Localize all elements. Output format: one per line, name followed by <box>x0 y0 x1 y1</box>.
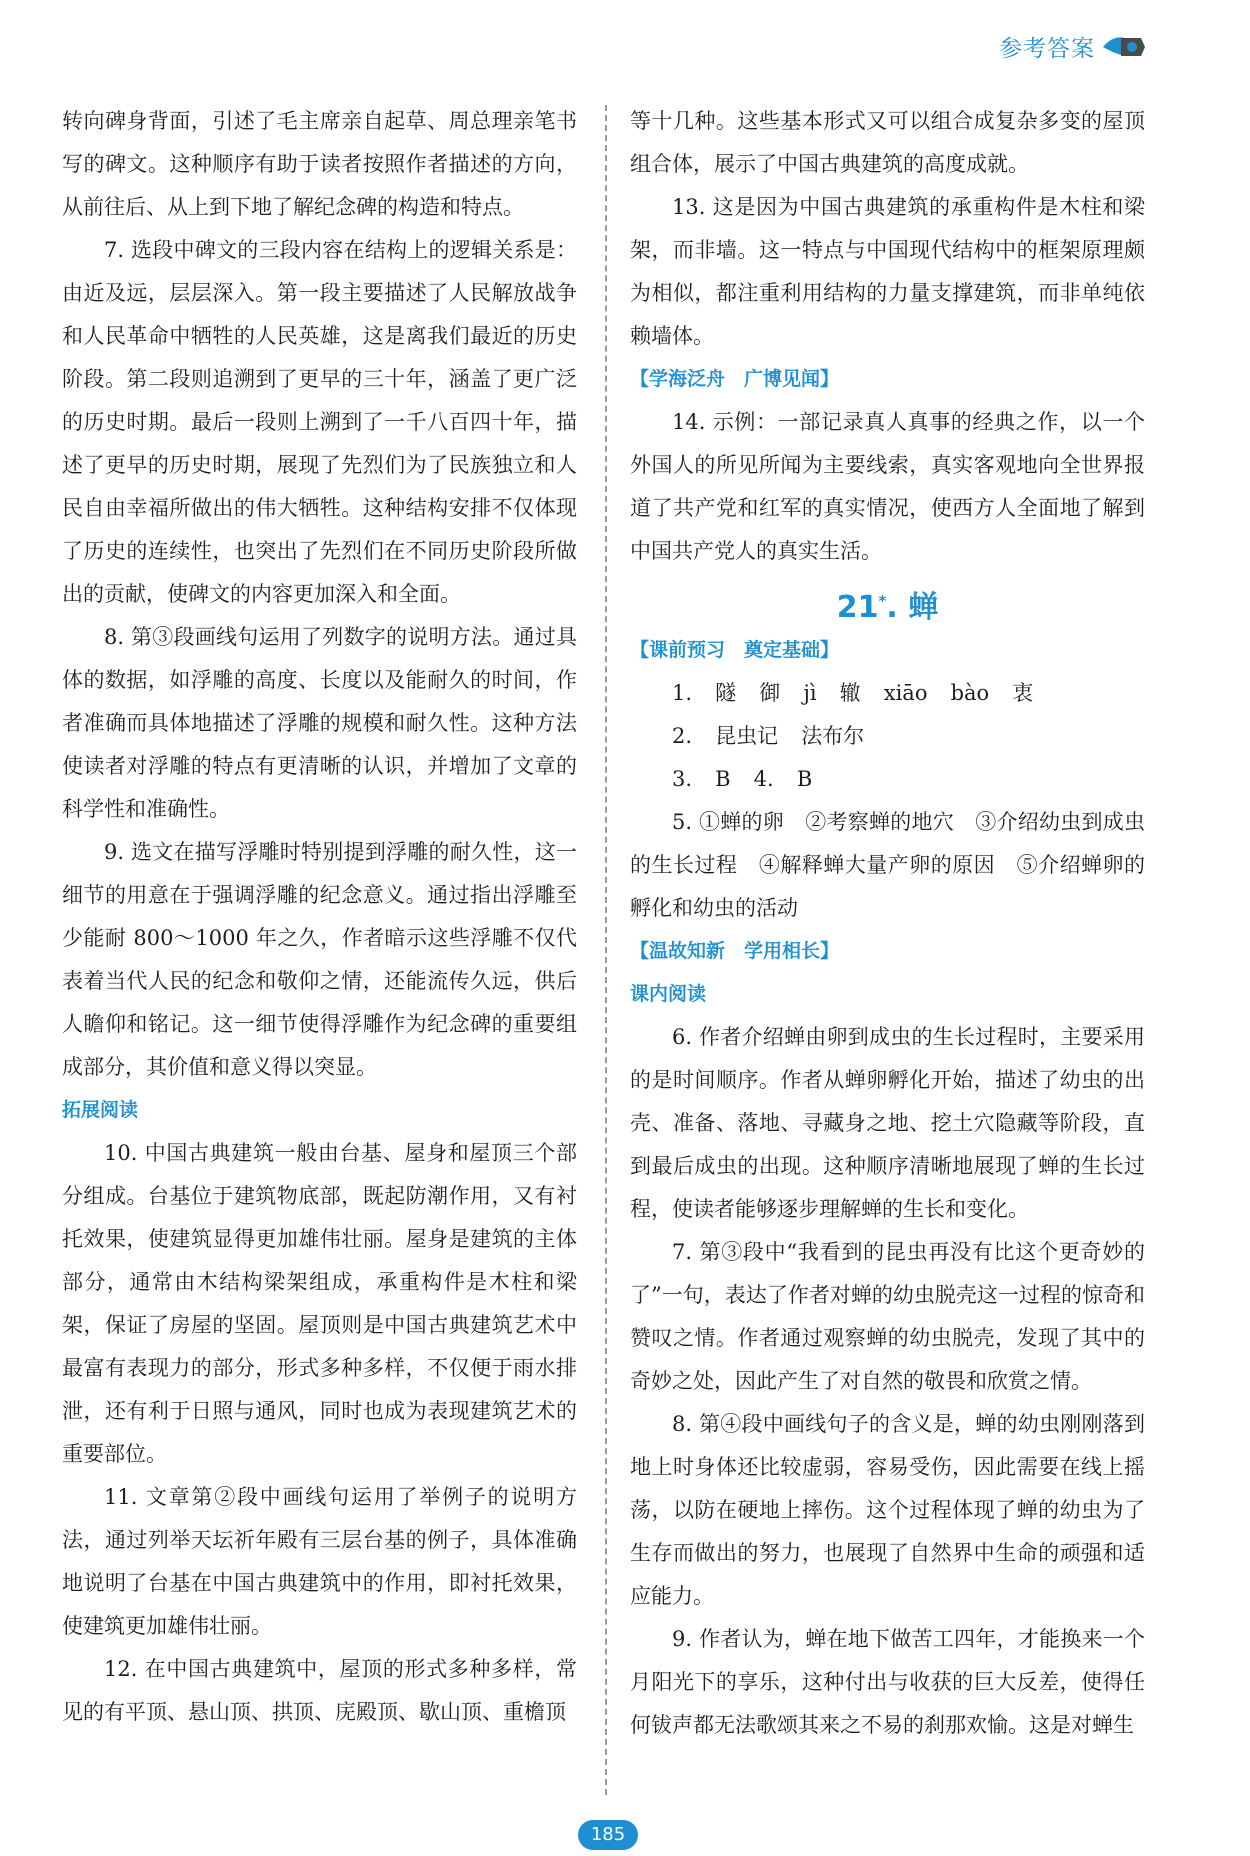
answer-9-right: 9. 作者认为，蝉在地下做苦工四年，才能换来一个月阳光下的享乐，这种付出与收获的巨大反差，使得任何钹声都无法歌颂其来之不易的刹那欢愉。这是对蝉生 <box>630 1627 1145 1737</box>
answer-7-right: 7. 第③段中“我看到的昆虫再没有比这个更奇妙的了”一句，表达了作者对蝉的幼虫脱壳这一过程的惊奇和赞叹之情。作者通过观察蝉的幼虫脱壳，发现了其中的奇妙之处，因此产生了对自然的敬畏和欣赏之情。 <box>630 1240 1145 1393</box>
answer-12: 12. 在中国古典建筑中，屋顶的形式多种多样，常见的有平顶、悬山顶、拱顶、庑殿顶、歇山顶、重檐顶 <box>62 1657 577 1724</box>
book-badge-icon <box>1101 32 1145 62</box>
section-tag-review: 【温故知新 学用相长】 <box>630 940 840 962</box>
right-column <box>630 100 1145 1747</box>
answer-2: 2. 昆虫记 法布尔 <box>672 724 865 748</box>
answer-7: 7. 选段中碑文的三段内容在结构上的逻辑关系是：由近及远，层层深入。第一段主要描述了人民解放战争和人民革命中牺牲的人民英雄，这是离我们最近的历史阶段。第二段则追溯到了更早的三十年，涵盖了更广泛的历史时期。最后一段则上溯到了一千八百四十年，描述了更早的历史时期，展现了先烈们为了民族独立和人民自由幸福所做出的伟大牺牲。这种结构安排不仅体现了历史的连续性，也突出了先烈们在不同历史阶段所做出的贡献，使碑文的内容更加深入和全面。 <box>62 238 577 606</box>
answer-8: 8. 第③段画线句运用了列数字的说明方法。通过具体的数据，如浮雕的高度、长度以及能耐久的时间，作者准确而具体地描述了浮雕的规模和耐久性。这种方法使读者对浮雕的特点有更清晰的认识，并增加了文章的科学性和准确性。 <box>62 625 577 821</box>
answer-6: 6. 作者介绍蝉由卵到成虫的生长过程时，主要采用的是时间顺序。作者从蝉卵孵化开始，描述了幼虫的出壳、准备、落地、寻藏身之地、挖土穴隐藏等阶段，直到最后成虫的出现。这种顺序清晰地展现了蝉的生长过程，使读者能够逐步理解蝉的生长和变化。 <box>630 1025 1145 1221</box>
answer-13: 13. 这是因为中国古典建筑的承重构件是木柱和梁架，而非墙。这一特点与中国现代结构中的框架原理颇为相似，都注重利用结构的力量支撑建筑，而非单纯依赖墙体。 <box>630 195 1145 348</box>
left-column <box>62 100 577 1734</box>
answer-10: 10. 中国古典建筑一般由台基、屋身和屋顶三个部分组成。台基位于建筑物底部，既起防潮作用，又有衬托效果，使建筑显得更加雄伟壮丽。屋身是建筑的主体部分，通常由木结构梁架组成，承重构件是木柱和梁架，保证了房屋的坚固。屋顶则是中国古典建筑艺术中最富有表现力的部分，形式多种多样，不仅便于雨水排泄，还有利于日照与通风，同时也成为表现建筑艺术的重要部位。 <box>62 1141 577 1466</box>
column-divider <box>605 105 607 1795</box>
lesson-number: 21 <box>836 590 879 625</box>
answer-9: 9. 选文在描写浮雕时特别提到浮雕的耐久性，这一细节的用意在于强调浮雕的纪念意义。通过指出浮雕至少能耐 800～1000 年之久，作者暗示这些浮雕不仅代表着当代人民的纪念和敬仰之情，还能流传久远，供后人瞻仰和铭记。这一细节使得浮雕作为纪念碑的重要组成部分，其价值和意义得以突显。 <box>62 840 577 1079</box>
extended-reading-heading: 拓展阅读 <box>62 1099 139 1121</box>
answer-11: 11. 文章第②段中画线句运用了举例子的说明方法，通过列举天坛祈年殿有三层台基的例子，具体准确地说明了台基在中国古典建筑中的作用，即衬托效果，使建筑更加雄伟壮丽。 <box>62 1485 577 1638</box>
lesson-title <box>630 573 1145 629</box>
in-class-reading-heading: 课内阅读 <box>630 983 707 1005</box>
lesson-star-mark: * <box>878 592 887 610</box>
answer-12-continued: 等十几种。这些基本形式又可以组合成复杂多变的屋顶组合体，展示了中国古典建筑的高度成就。 <box>630 109 1145 176</box>
running-header <box>999 30 1145 63</box>
page-number: 185 <box>578 1820 638 1850</box>
answer-1: 1. 隧 御 jì 辙 xiāo bào 衷 <box>672 681 1034 705</box>
answer-5: 5. ①蝉的卵 ②考察蝉的地穴 ③介绍幼虫到成虫的生长过程 ④解释蝉大量产卵的原因 ⑤介绍蝉卵的孵化和幼虫的活动 <box>630 810 1145 920</box>
section-tag-broad-reading: 【学海泛舟 广博见闻】 <box>630 368 840 390</box>
answer-8-right: 8. 第④段中画线句子的含义是，蝉的幼虫刚刚落到地上时身体还比较虚弱，容易受伤，因此需要在线上摇荡，以防在硬地上摔伤。这个过程体现了蝉的幼虫为了生存而做出的努力，也展现了自然界中生命的顽强和适应能力。 <box>630 1412 1145 1608</box>
answer-14: 14. 示例：一部记录真人真事的经典之作，以一个外国人的所见所闻为主要线索，真实客观地向全世界报道了共产党和红军的真实情况，使西方人全面地了解到中国共产党人的真实生活。 <box>630 410 1145 563</box>
answer-3-4: 3. B 4. B <box>672 767 813 791</box>
answer-6-continued: 转向碑身背面，引述了毛主席亲自起草、周总理亲笔书写的碑文。这种顺序有助于读者按照作者描述的方向，从前往后、从上到下地了解纪念碑的构造和特点。 <box>62 109 577 219</box>
header-title: 参考答案 <box>999 36 1095 62</box>
section-tag-preview: 【课前预习 奠定基础】 <box>630 639 840 661</box>
lesson-name: . 蝉 <box>886 590 939 625</box>
